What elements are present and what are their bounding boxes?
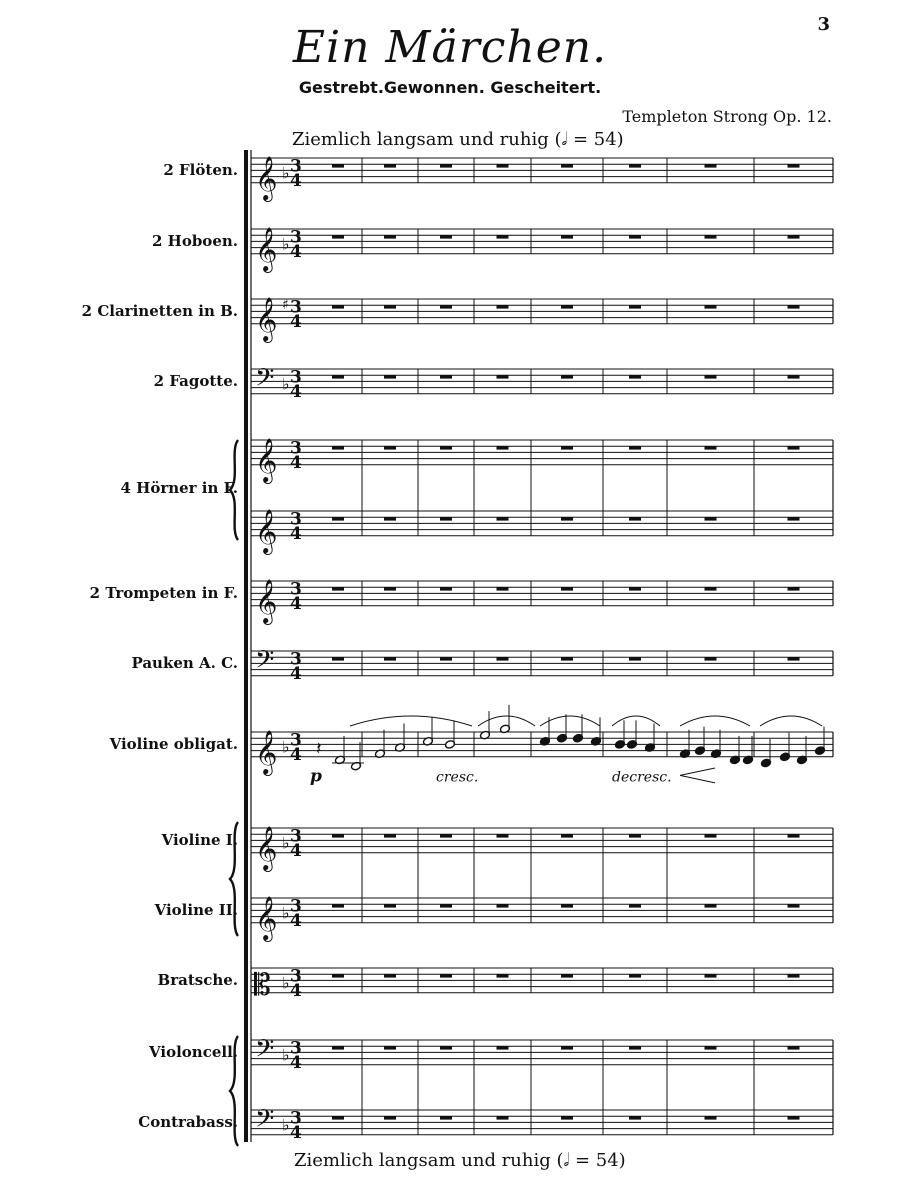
treble-clef-icon: 𝄞 (255, 895, 278, 940)
instrument-label: Pauken A. C. (131, 654, 238, 673)
slur (760, 716, 822, 726)
score-title: Ein Märchen. (292, 22, 608, 73)
whole-rest (629, 834, 641, 837)
whole-rest (629, 1116, 641, 1119)
whole-rest (332, 974, 344, 977)
whole-rest (332, 235, 344, 238)
whole-rest (705, 164, 717, 167)
instrument-label: Violine obligat. (109, 735, 238, 754)
whole-rest (788, 375, 800, 378)
system-thick-bar (244, 150, 248, 1142)
tempo-marking-bottom: Ziemlich langsam und ruhig (𝅗𝅥 = 54) (294, 1150, 626, 1171)
instrument-label: 2 Fagotte. (153, 372, 238, 391)
whole-rest (629, 587, 641, 590)
flat-key-icon: ♭ (282, 903, 290, 923)
whole-rest (561, 446, 573, 449)
whole-rest (788, 517, 800, 520)
whole-rest (705, 974, 717, 977)
whole-rest (629, 375, 641, 378)
whole-rest (332, 834, 344, 837)
sharp-key-icon: ♯ (282, 297, 289, 314)
whole-rest (384, 834, 396, 837)
whole-rest (384, 235, 396, 238)
flat-key-icon: ♭ (282, 737, 290, 757)
whole-rest (705, 517, 717, 520)
whole-rest (788, 164, 800, 167)
treble-clef-icon: 𝄞 (255, 825, 278, 870)
time-signature-top: 3 (290, 649, 302, 670)
whole-rest (497, 164, 509, 167)
time-signature-top: 3 (290, 896, 302, 917)
dynamic-decresc: decresc. (612, 769, 672, 786)
time-signature-top: 3 (290, 509, 302, 530)
instrument-label: Bratsche. (157, 971, 238, 990)
treble-clef-icon: 𝄞 (255, 296, 278, 341)
whole-rest (440, 375, 452, 378)
slur (478, 716, 535, 726)
whole-rest (384, 1116, 396, 1119)
whole-rest (384, 517, 396, 520)
whole-rest (561, 375, 573, 378)
whole-rest (788, 904, 800, 907)
whole-rest (561, 1046, 573, 1049)
whole-rest (705, 904, 717, 907)
whole-rest (705, 587, 717, 590)
treble-clef-icon: 𝄞 (255, 226, 278, 271)
whole-rest (332, 657, 344, 660)
whole-rest (788, 587, 800, 590)
treble-clef-icon: 𝄞 (255, 155, 278, 200)
whole-rest (440, 446, 452, 449)
whole-rest (705, 235, 717, 238)
whole-rest (561, 1116, 573, 1119)
whole-rest (497, 375, 509, 378)
time-signature-top: 3 (290, 227, 302, 248)
decresc-hairpin (680, 768, 715, 783)
slur (680, 716, 750, 726)
whole-rest (788, 235, 800, 238)
treble-clef-icon: 𝄞 (255, 729, 278, 774)
time-signature-bottom: 4 (290, 523, 302, 544)
flat-key-icon: ♭ (282, 374, 290, 394)
time-signature-top: 3 (290, 367, 302, 388)
flat-key-icon: ♭ (282, 1115, 290, 1135)
whole-rest (384, 657, 396, 660)
whole-rest (497, 1116, 509, 1119)
whole-rest (440, 305, 452, 308)
flat-key-icon: ♭ (282, 234, 290, 254)
bass-clef-icon: 𝄢 (255, 1034, 275, 1070)
whole-rest (440, 1116, 452, 1119)
time-signature-bottom: 4 (290, 840, 302, 861)
time-signature-top: 3 (290, 730, 302, 751)
whole-rest (705, 1116, 717, 1119)
violin-brace (230, 822, 238, 936)
whole-rest (440, 834, 452, 837)
instrument-label: Contrabass. (138, 1113, 238, 1132)
horn-brace (230, 440, 238, 540)
instrument-label: 4 Hörner in F. (120, 478, 238, 497)
whole-rest (788, 305, 800, 308)
whole-rest (332, 1116, 344, 1119)
whole-rest (497, 904, 509, 907)
whole-rest (497, 446, 509, 449)
time-signature-bottom: 4 (290, 1122, 302, 1143)
whole-rest (561, 517, 573, 520)
time-signature-top: 3 (290, 826, 302, 847)
whole-rest (788, 1116, 800, 1119)
bass-clef-icon: 𝄢 (255, 645, 275, 681)
whole-rest (332, 904, 344, 907)
instrument-label: 2 Trompeten in F. (89, 584, 238, 603)
whole-rest (788, 974, 800, 977)
whole-rest (384, 1046, 396, 1049)
whole-rest (788, 446, 800, 449)
whole-rest (440, 164, 452, 167)
whole-rest (384, 904, 396, 907)
whole-rest (561, 305, 573, 308)
whole-rest (497, 834, 509, 837)
page-number: 3 (817, 14, 830, 35)
whole-rest (561, 904, 573, 907)
whole-rest (332, 446, 344, 449)
whole-rest (705, 657, 717, 660)
time-signature-top: 3 (290, 579, 302, 600)
time-signature-bottom: 4 (290, 241, 302, 262)
whole-rest (788, 834, 800, 837)
instrument-label: Violine I. (161, 831, 238, 850)
whole-rest (440, 657, 452, 660)
whole-rest (440, 1046, 452, 1049)
whole-rest (384, 375, 396, 378)
whole-rest (788, 657, 800, 660)
whole-rest (497, 235, 509, 238)
whole-rest (561, 834, 573, 837)
whole-rest (561, 587, 573, 590)
whole-rest (497, 657, 509, 660)
time-signature-bottom: 4 (290, 170, 302, 191)
whole-rest (384, 446, 396, 449)
time-signature-bottom: 4 (290, 744, 302, 765)
dynamic-piano: p (310, 766, 322, 787)
flat-key-icon: ♭ (282, 163, 290, 183)
whole-rest (561, 164, 573, 167)
whole-rest (629, 235, 641, 238)
alto-clef-icon: 𝄡 (254, 967, 271, 1003)
whole-rest (440, 235, 452, 238)
score-subtitle: Gestrebt.Gewonnen. Gescheitert. (298, 78, 602, 97)
whole-rest (497, 1046, 509, 1049)
whole-rest (332, 517, 344, 520)
whole-rest (384, 305, 396, 308)
treble-clef-icon: 𝄞 (255, 508, 278, 553)
time-signature-top: 3 (290, 156, 302, 177)
time-signature-top: 3 (290, 1038, 302, 1059)
time-signature-top: 3 (290, 297, 302, 318)
whole-rest (332, 164, 344, 167)
time-signature-bottom: 4 (290, 593, 302, 614)
tempo-marking-top: Ziemlich langsam und ruhig (𝅗𝅥 = 54) (292, 129, 624, 150)
whole-rest (440, 517, 452, 520)
instrument-label: 2 Clarinetten in B. (81, 302, 238, 321)
time-signature-bottom: 4 (290, 452, 302, 473)
whole-rest (629, 904, 641, 907)
whole-rest (629, 974, 641, 977)
time-signature-bottom: 4 (290, 381, 302, 402)
whole-rest (561, 657, 573, 660)
whole-rest (561, 235, 573, 238)
flat-key-icon: ♭ (282, 973, 290, 993)
whole-rest (497, 305, 509, 308)
whole-rest (440, 587, 452, 590)
flat-key-icon: ♭ (282, 833, 290, 853)
whole-rest (497, 517, 509, 520)
time-signature-top: 3 (290, 438, 302, 459)
whole-rest (440, 974, 452, 977)
bass-clef-icon: 𝄢 (255, 1104, 275, 1140)
whole-rest (629, 305, 641, 308)
whole-rest (332, 375, 344, 378)
whole-rest (497, 974, 509, 977)
bass-clef-icon: 𝄢 (255, 363, 275, 399)
whole-rest (332, 1046, 344, 1049)
whole-rest (629, 164, 641, 167)
treble-clef-icon: 𝄞 (255, 437, 278, 482)
time-signature-bottom: 4 (290, 1052, 302, 1073)
whole-rest (705, 834, 717, 837)
whole-rest (629, 446, 641, 449)
instrument-label: 2 Flöten. (163, 161, 238, 180)
time-signature-top: 3 (290, 1108, 302, 1129)
instrument-label: Violine II. (154, 901, 238, 920)
quarter-rest-icon: 𝄽 (316, 738, 322, 760)
instrument-label: Violoncell. (149, 1043, 238, 1062)
whole-rest (705, 1046, 717, 1049)
whole-rest (705, 305, 717, 308)
instrument-label: 2 Hoboen. (151, 232, 238, 251)
time-signature-bottom: 4 (290, 980, 302, 1001)
time-signature-bottom: 4 (290, 311, 302, 332)
composer-credit: Templeton Strong Op. 12. (622, 107, 832, 126)
time-signature-bottom: 4 (290, 910, 302, 931)
time-signature-top: 3 (290, 966, 302, 987)
whole-rest (497, 587, 509, 590)
whole-rest (384, 587, 396, 590)
dynamic-cresc: cresc. (436, 769, 479, 786)
treble-clef-icon: 𝄞 (255, 578, 278, 623)
whole-rest (332, 587, 344, 590)
whole-rest (705, 375, 717, 378)
whole-rest (332, 305, 344, 308)
whole-rest (629, 1046, 641, 1049)
whole-rest (629, 517, 641, 520)
whole-rest (384, 974, 396, 977)
low-strings-brace (230, 1036, 238, 1146)
whole-rest (629, 657, 641, 660)
whole-rest (440, 904, 452, 907)
time-signature-bottom: 4 (290, 663, 302, 684)
flat-key-icon: ♭ (282, 1045, 290, 1065)
whole-rest (788, 1046, 800, 1049)
whole-rest (384, 164, 396, 167)
whole-rest (561, 974, 573, 977)
whole-rest (705, 446, 717, 449)
